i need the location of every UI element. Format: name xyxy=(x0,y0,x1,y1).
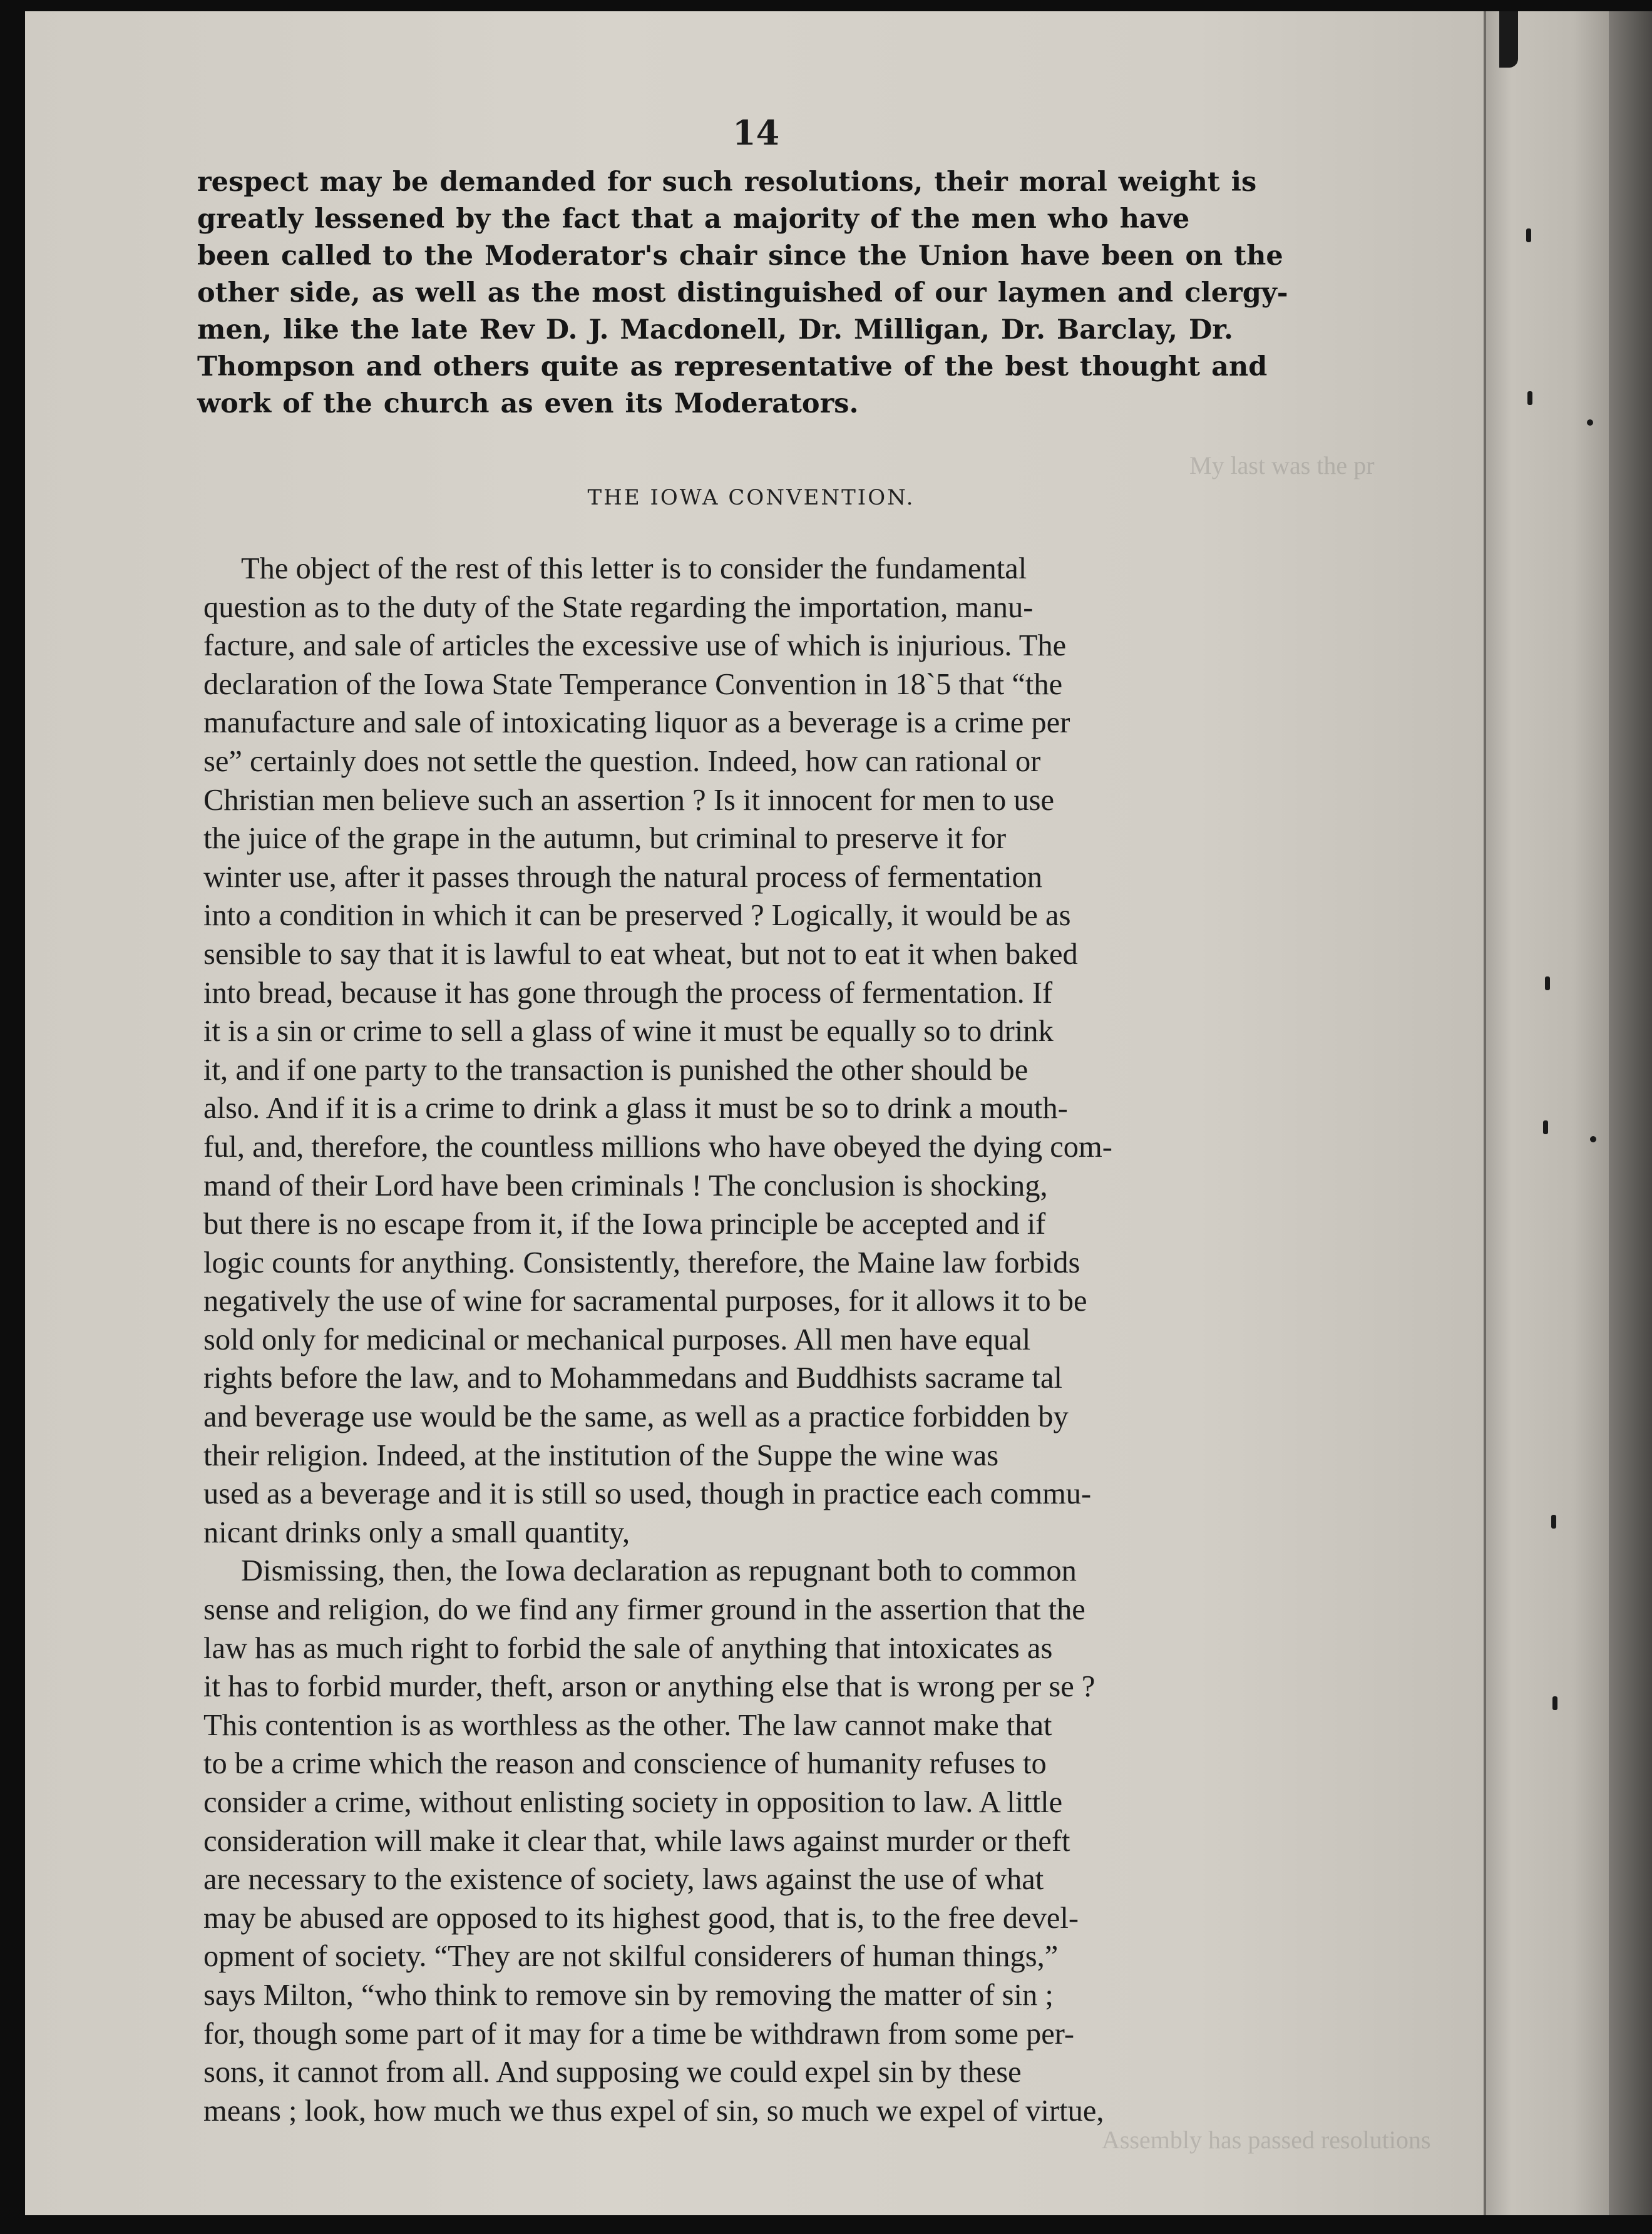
edge-speck xyxy=(1545,976,1550,990)
text-line: into bread, because it has gone through the process of fermentation. If xyxy=(203,976,1053,1010)
edge-speck xyxy=(1526,228,1531,242)
text-line: sold only for medicinal or mechanical purposes. All men have equal xyxy=(203,1323,1031,1356)
text-line: men, like the late Rev D. J. Macdonell, Dr. Milligan, Dr. Barclay, Dr. xyxy=(197,314,1233,346)
text-line: se” certainly does not settle the question. Indeed, how can rational or xyxy=(203,744,1041,778)
text-line: consideration will make it clear that, while laws against murder or theft xyxy=(203,1824,1070,1858)
section-heading: THE IOWA CONVENTION. xyxy=(587,485,915,510)
text-line: This contention is as worthless as the other. The law cannot make that xyxy=(203,1708,1052,1742)
next-page-edge xyxy=(1484,11,1611,2215)
edge-speck xyxy=(1552,1696,1557,1710)
edge-speck xyxy=(1587,419,1593,426)
text-line: consider a crime, without enlisting society in opposition to law. A little xyxy=(203,1786,1063,1819)
text-line: to be a crime which the reason and conscience of humanity refuses to xyxy=(203,1747,1047,1781)
scan-border-top xyxy=(0,0,1652,11)
text-line: are necessary to the existence of society, laws against the use of what xyxy=(203,1863,1044,1897)
text-line: other side, as well as the most distinguished of our laymen and clergy- xyxy=(197,277,1288,309)
text-line: used as a beverage and it is still so used, though in practice each commu- xyxy=(203,1477,1092,1511)
body-text xyxy=(203,550,1368,2130)
text-line: means ; look, how much we thus expel of sin, so much we expel of virtue, xyxy=(203,2094,1104,2128)
text-line: negatively the use of wine for sacramental purposes, for it allows it to be xyxy=(203,1284,1087,1318)
text-line: mand of their Lord have been criminals ! The conclusion is shocking, xyxy=(203,1169,1048,1202)
text-line: also. And if it is a crime to drink a glass it must be so to drink a mouth- xyxy=(203,1092,1068,1125)
text-line: says Milton, “who think to remove sin by removing the matter of sin ; xyxy=(203,1978,1054,2012)
text-line: work of the church as even its Moderators. xyxy=(197,388,859,419)
page-number: 14 xyxy=(732,113,780,153)
text-line: been called to the Moderator's chair since the Union have been on the xyxy=(197,240,1283,272)
text-line: it has to forbid murder, theft, arson or anything else that is wrong per se ? xyxy=(203,1670,1095,1704)
text-line: their religion. Indeed, at the institution of the Suppe the wine was xyxy=(203,1438,999,1472)
text-line: facture, and sale of articles the excessive use of which is injurious. The xyxy=(203,629,1067,663)
text-line: but there is no escape from it, if the Iowa principle be accepted and if xyxy=(203,1207,1046,1241)
text-line: winter use, after it passes through the natural process of fermentation xyxy=(203,860,1043,894)
text-line: Christian men believe such an assertion ? Is it innocent for men to use xyxy=(203,783,1054,817)
bleed-through-text: Assembly has passed resolutions xyxy=(1102,2126,1431,2154)
text-line: it, and if one party to the transaction is punished the other should be xyxy=(203,1053,1029,1087)
text-line: opment of society. “They are not skilful considerers of human things,” xyxy=(203,1940,1059,1974)
bleed-through-text: My last was the pr xyxy=(1189,451,1375,479)
text-line: greatly lessened by the fact that a majority of the men who have xyxy=(197,203,1190,235)
text-line: sense and religion, do we find any firmer ground in the assertion that the xyxy=(203,1593,1085,1627)
edge-speck xyxy=(1543,1120,1548,1134)
text-line: rights before the law, and to Mohammedans and Buddhists sacrame tal xyxy=(203,1361,1063,1395)
text-line: sons, it cannot from all. And supposing we could expel sin by these xyxy=(203,2056,1022,2089)
text-line: manufacture and sale of intoxicating liquor as a beverage is a crime per xyxy=(203,706,1070,740)
text-line: it is a sin or crime to sell a glass of wine it must be equally so to drink xyxy=(203,1015,1054,1048)
edge-speck xyxy=(1590,1136,1596,1142)
text-line: into a condition in which it can be preserved ? Logically, it would be as xyxy=(203,899,1071,933)
edge-speck xyxy=(1527,391,1532,405)
binding-shadow xyxy=(1609,11,1652,2215)
scan-border-bottom xyxy=(0,2215,1652,2234)
text-line: and beverage use would be the same, as well as a practice forbidden by xyxy=(203,1400,1069,1434)
text-line: Dismissing, then, the Iowa declaration as repugnant both to common xyxy=(241,1554,1077,1588)
text-line: nicant drinks only a small quantity, xyxy=(203,1515,630,1549)
text-line: logic counts for anything. Consistently, therefore, the Maine law forbids xyxy=(203,1246,1080,1279)
text-line: question as to the duty of the State regarding the importation, manu- xyxy=(203,590,1034,624)
text-line: sensible to say that it is lawful to eat wheat, but not to eat it when baked xyxy=(203,937,1078,971)
text-line: The object of the rest of this letter is to consider the fundamental xyxy=(241,552,1027,585)
text-line: declaration of the Iowa State Temperance Convention in 18`5 that “the xyxy=(203,667,1063,701)
text-line: ful, and, therefore, the countless millions who have obeyed the dying com- xyxy=(203,1130,1112,1164)
edge-speck xyxy=(1551,1515,1556,1529)
text-line: law has as much right to forbid the sale of anything that intoxicates as xyxy=(203,1631,1053,1665)
text-line: the juice of the grape in the autumn, but criminal to preserve it for xyxy=(203,822,1007,856)
text-line: respect may be demanded for such resolutions, their moral weight is xyxy=(197,167,1257,198)
continued-paragraph xyxy=(197,164,1340,423)
text-line: Thompson and others quite as representative of the best thought and xyxy=(197,351,1268,382)
corner-mark xyxy=(1499,11,1518,68)
text-line: for, though some part of it may for a time be withdrawn from some per- xyxy=(203,2017,1075,2051)
text-line: may be abused are opposed to its highest good, that is, to the free devel- xyxy=(203,1901,1079,1935)
scan-border-left xyxy=(0,0,25,2234)
